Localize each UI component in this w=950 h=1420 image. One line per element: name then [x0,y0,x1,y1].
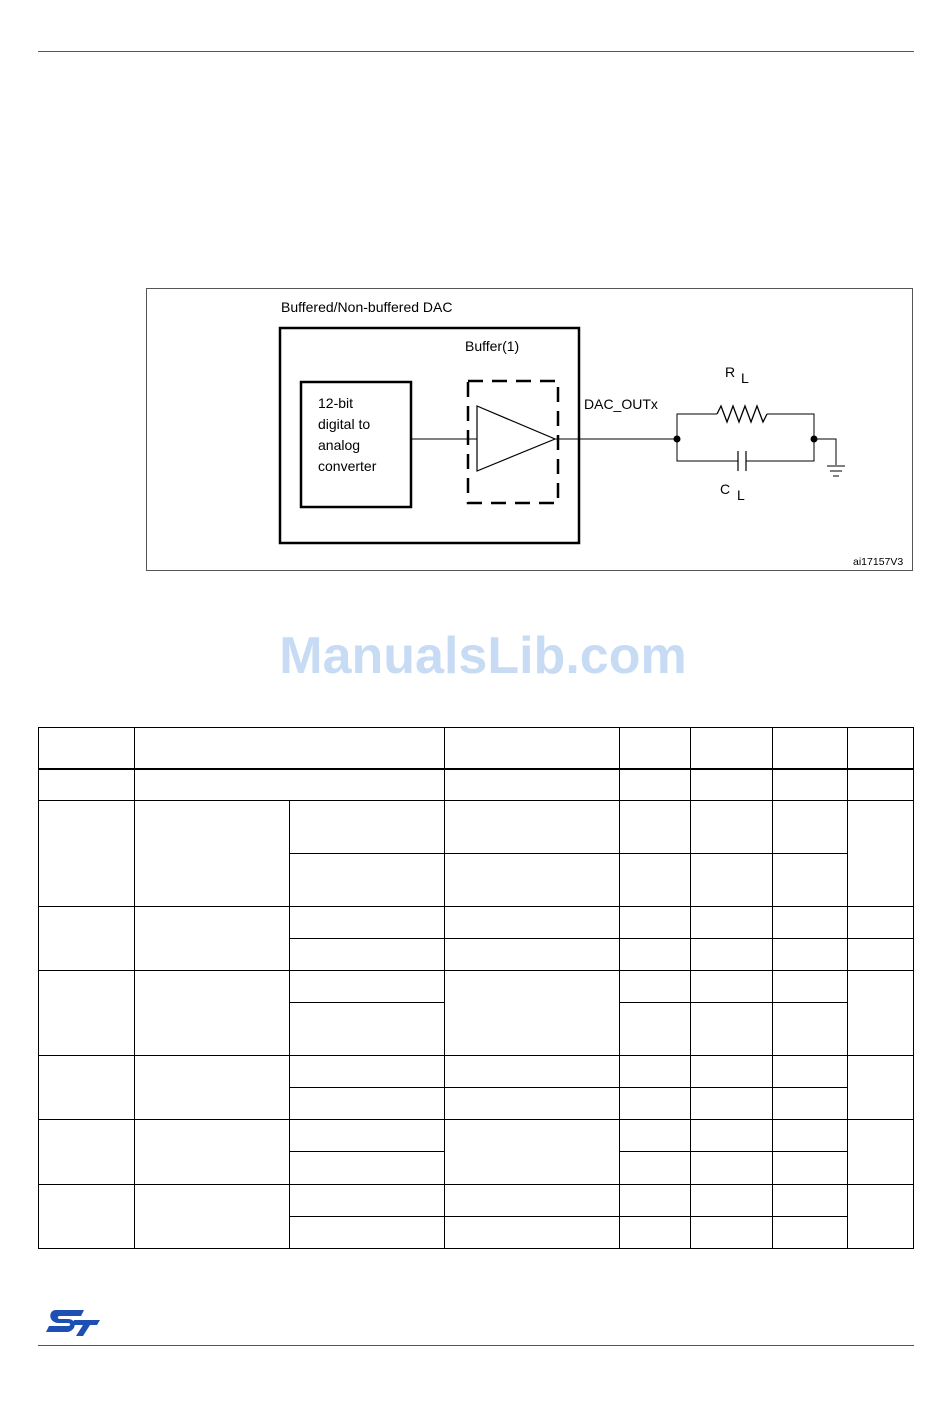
table-cell [39,1120,135,1185]
table-cell [691,907,773,939]
table-cell [773,728,848,769]
table-cell [848,907,914,939]
capacitor-right-lead [746,439,814,461]
table-cell [445,907,620,939]
converter-label-line-1: 12-bit [318,395,354,411]
table-cell [290,1217,445,1249]
table-cell [848,939,914,971]
table-cell [848,769,914,801]
table-header-row [39,728,914,769]
table-cell [445,854,620,907]
table-cell [445,728,620,769]
table-cell [691,1217,773,1249]
footer-rule [38,1345,914,1346]
table-cell [773,939,848,971]
table-cell [773,1120,848,1152]
table-cell [620,1217,691,1249]
table-cell [848,728,914,769]
table-cell [39,971,135,1056]
table-cell [39,1056,135,1120]
resistor-left-lead [677,414,717,439]
table-cell [691,971,773,1003]
buffer-box [468,381,558,503]
table-cell [445,939,620,971]
table-cell [290,1056,445,1088]
table-cell [620,1152,691,1185]
table-cell [290,1088,445,1120]
table-cell [773,1217,848,1249]
capacitor-label: C [720,481,731,497]
table-row [39,801,914,854]
table-cell [848,1120,914,1185]
table-cell [135,1120,290,1185]
table-cell [39,728,135,769]
table-cell [691,769,773,801]
table-cell [620,769,691,801]
table-cell [445,1185,620,1217]
dac-block [280,328,579,543]
table-cell [290,939,445,971]
st-logo-icon [44,1308,102,1338]
resistor-right-lead [767,414,814,439]
buffer-label: Buffer(1) [465,338,520,354]
table-cell [39,1185,135,1249]
table-cell [691,1120,773,1152]
table-row [39,1056,914,1088]
table-cell [620,1056,691,1088]
table-cell [135,801,290,907]
converter-label-line-2: digital to [318,416,371,432]
table-cell [773,1056,848,1088]
ground-lead [814,439,836,465]
table-cell [290,854,445,907]
resistor-subscript: L [741,370,749,386]
table-cell [290,907,445,939]
table-cell [691,854,773,907]
header-rule [38,51,914,52]
capacitor-left-lead [677,439,738,461]
table-cell [135,728,445,769]
table-cell [620,728,691,769]
table-row [39,907,914,939]
table-cell [773,1152,848,1185]
table-row [39,1120,914,1152]
resistor-icon [717,406,767,422]
table-cell [691,1185,773,1217]
dac-block-label: Buffered/Non-buffered DAC [281,299,453,315]
table-cell [445,801,620,854]
characteristics-table [38,727,914,1249]
table-cell [773,1003,848,1056]
table-cell [135,1185,290,1249]
table-cell [135,907,290,971]
table-cell [773,907,848,939]
table-cell [620,854,691,907]
table-cell [445,1120,620,1185]
table-cell [290,801,445,854]
table-cell [135,1056,290,1120]
table-cell [691,939,773,971]
buffer-amplifier-icon [477,406,555,471]
capacitor-subscript: L [737,487,745,503]
table-cell [39,801,135,907]
table-cell [620,801,691,854]
table-cell [773,854,848,907]
table-cell [773,971,848,1003]
table-row [39,971,914,1003]
table-cell [290,1003,445,1056]
table-cell [620,1120,691,1152]
table-cell [773,769,848,801]
table-cell [135,971,290,1056]
table-cell [691,728,773,769]
resistor-label: R [725,364,736,380]
dac-figure [146,288,913,571]
table-cell [620,971,691,1003]
table-row [39,1185,914,1217]
table-cell [39,907,135,971]
table-cell [445,769,620,801]
table-cell [445,1217,620,1249]
table-cell [620,939,691,971]
table-cell [620,1003,691,1056]
table-row [39,769,914,801]
table-cell [848,801,914,907]
table-cell [445,1056,620,1088]
table-cell [691,801,773,854]
table-cell [445,1088,620,1120]
table-cell [290,1152,445,1185]
table-cell [290,971,445,1003]
watermark: ManualsLib.com [279,627,687,685]
table-cell [39,769,135,801]
table-cell [691,1003,773,1056]
table-cell [135,769,445,801]
table-cell [848,1185,914,1249]
converter-label-line-3: analog [318,437,361,453]
table-cell [848,971,914,1056]
table-cell [691,1088,773,1120]
table-cell [290,1120,445,1152]
table-cell [445,971,620,1056]
table-cell [620,1185,691,1217]
table-cell [848,1056,914,1120]
ground-icon [827,466,845,476]
table-cell [773,801,848,854]
table-cell [691,1152,773,1185]
output-label: DAC_OUTx [584,396,658,412]
table-cell [620,1088,691,1120]
table-cell [290,1185,445,1217]
figure-id: ai17157V3 [853,556,904,568]
table-cell [620,907,691,939]
table-cell [773,1088,848,1120]
converter-label-line-4: converter [318,458,377,474]
table-cell [691,1056,773,1088]
dac-diagram [147,289,914,572]
table-cell [773,1185,848,1217]
